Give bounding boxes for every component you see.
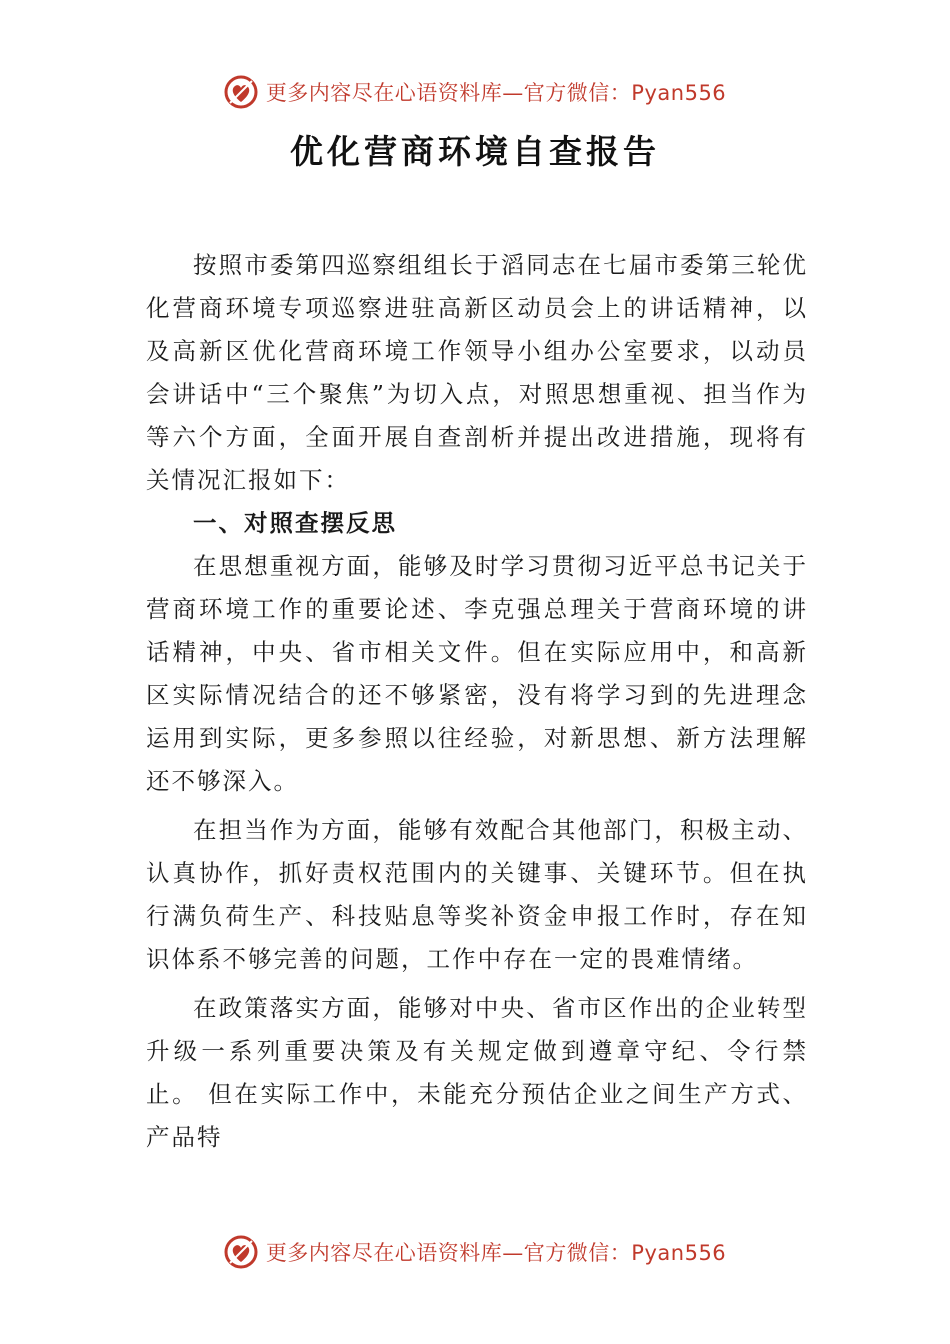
watermark-text: 更多内容尽在心语资料库—官方微信：Pyan556 [265,81,727,105]
heart-logo-icon [224,1235,258,1269]
document-body [146,244,808,1159]
section-heading: 一、对照查摆反思 [193,509,397,537]
body-paragraph: 在担当作为方面，能够有效配合其他部门，积极主动、认真协作，抓好责权范围内的关键事、关键环节。但在执行满负荷生产、科技贴息等奖补资金申报工作时，存在知识体系不够完善的问题，工作中存在一定的畏难情绪。 [146,816,808,973]
body-paragraph: 在思想重视方面，能够及时学习贯彻习近平总书记关于营商环境工作的重要论述、李克强总理关于营商环境的讲话精神，中央、省市相关文件。但在实际应用中，和高新区实际情况结合的还不够紧密，没有将学习到的先进理念运用到实际，更多参照以往经验，对新思想、新方法理解还不够深入。 [146,552,808,795]
watermark-header [0,72,950,112]
watermark-text: 更多内容尽在心语资料库—官方微信：Pyan556 [265,1241,727,1265]
body-paragraph: 在政策落实方面，能够对中央、省市区作出的企业转型升级一系列重要决策及有关规定做到遵章守纪、令行禁止。 但在实际工作中，未能充分预估企业之间生产方式、产品特 [146,994,808,1151]
intro-paragraph: 按照市委第四巡察组组长于滔同志在七届市委第三轮优化营商环境专项巡察进驻高新区动员会上的讲话精神，以及高新区优化营商环境工作领导小组办公室要求，以动员会讲话中“三个聚焦”为切入点，对照思想重视、担当作为等六个方面，全面开展自查剖析并提出改进措施，现将有关情况汇报如下： [146,251,808,494]
heart-logo-icon [224,75,258,109]
page-title: 优化营商环境自查报告 [290,132,660,171]
watermark-footer [0,1232,950,1272]
